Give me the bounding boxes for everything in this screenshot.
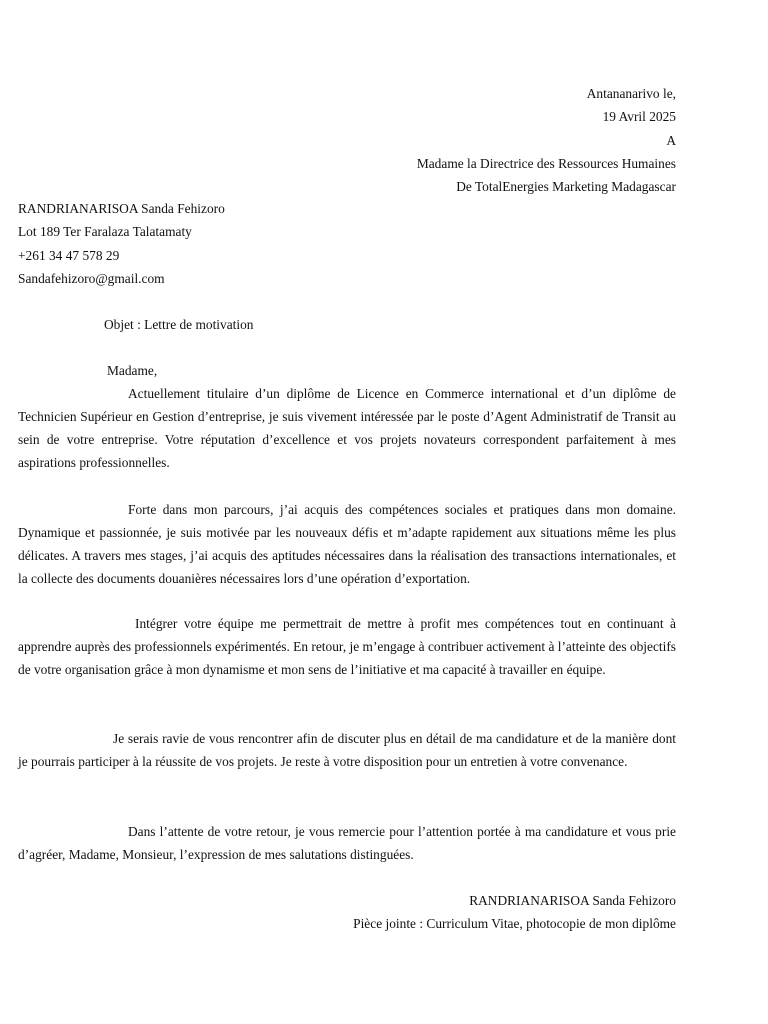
salutation: Madame, xyxy=(107,363,158,378)
body-paragraph-3: Intégrer votre équipe me permettrait de mettre à profit mes compétences tout en continuant à apprendre auprès des professionnels expérimentés. En retour, je m’engage à contribuer activement à l’atteinte des objectifs de votre organisation grâce à mon dynamisme et mon sens de l’initiative et ma capacité à travailler en équipe. xyxy=(18,616,676,678)
attachment-note: Pièce jointe : Curriculum Vitae, photocopie de mon diplôme xyxy=(353,916,676,932)
place-date-line: Antananarivo le, xyxy=(586,86,676,101)
body-paragraph-1: Actuellement titulaire d’un diplôme de Licence en Commerce international et d’un diplôme de Technicien Supérieur en Gestion d’entreprise, je suis vivement intéressée par le poste d’Agent Administratif de Transit au sein de votre entreprise. Votre réputation d’excellence et vos projets novateurs correspondent parfaitement à mes aspirations professionnelles. xyxy=(18,386,676,471)
body-paragraph-5: Dans l’attente de votre retour, je vous remercie pour l’attention portée à ma candidature et vous prie d’agréer, Madame, Monsieur, l’expression de mes salutations distinguées. xyxy=(18,824,676,863)
date-line: 19 Avril 2025 xyxy=(602,109,676,125)
recipient-company: De TotalEnergies Marketing Madagascar xyxy=(456,179,676,195)
closing-block xyxy=(353,889,676,936)
recipient-title: Madame la Directrice des Ressources Humaines xyxy=(416,155,676,171)
header-block xyxy=(417,82,676,198)
body-paragraph-4: Je serais ravie de vous rencontrer afin de discuter plus en détail de ma candidature et de la manière dont je pourrais participer à la réussite de vos projets. Je reste à votre disposition pour un entretien à votre convenance. xyxy=(18,731,676,770)
sender-phone: +261 34 47 578 29 xyxy=(18,247,120,263)
sender-address: Lot 189 Ter Faralaza Talatamaty xyxy=(18,224,192,240)
subject-line: Objet : Lettre de motivation xyxy=(104,317,254,332)
signature-name: RANDRIANARISOA Sanda Fehizoro xyxy=(469,893,676,908)
sender-block xyxy=(18,197,225,290)
body-paragraph-2: Forte dans mon parcours, j’ai acquis des compétences sociales et pratiques dans mon domaine. Dynamique et passionnée, je suis motivée par les nouveaux défis et m’adapte rapidement aux situations même les plus délicates. A travers mes stages, j’ai acquis des aptitudes nécessaires dans la réalisation des transactions internationales, et la collecte des documents douanières nécessaires lors d’une opération d’exportation. xyxy=(18,502,676,587)
sender-name: RANDRIANARISOA Sanda Fehizoro xyxy=(18,201,225,216)
sender-email: Sandafehizoro@gmail.com xyxy=(18,270,165,286)
recipient-prefix: A xyxy=(666,132,676,148)
